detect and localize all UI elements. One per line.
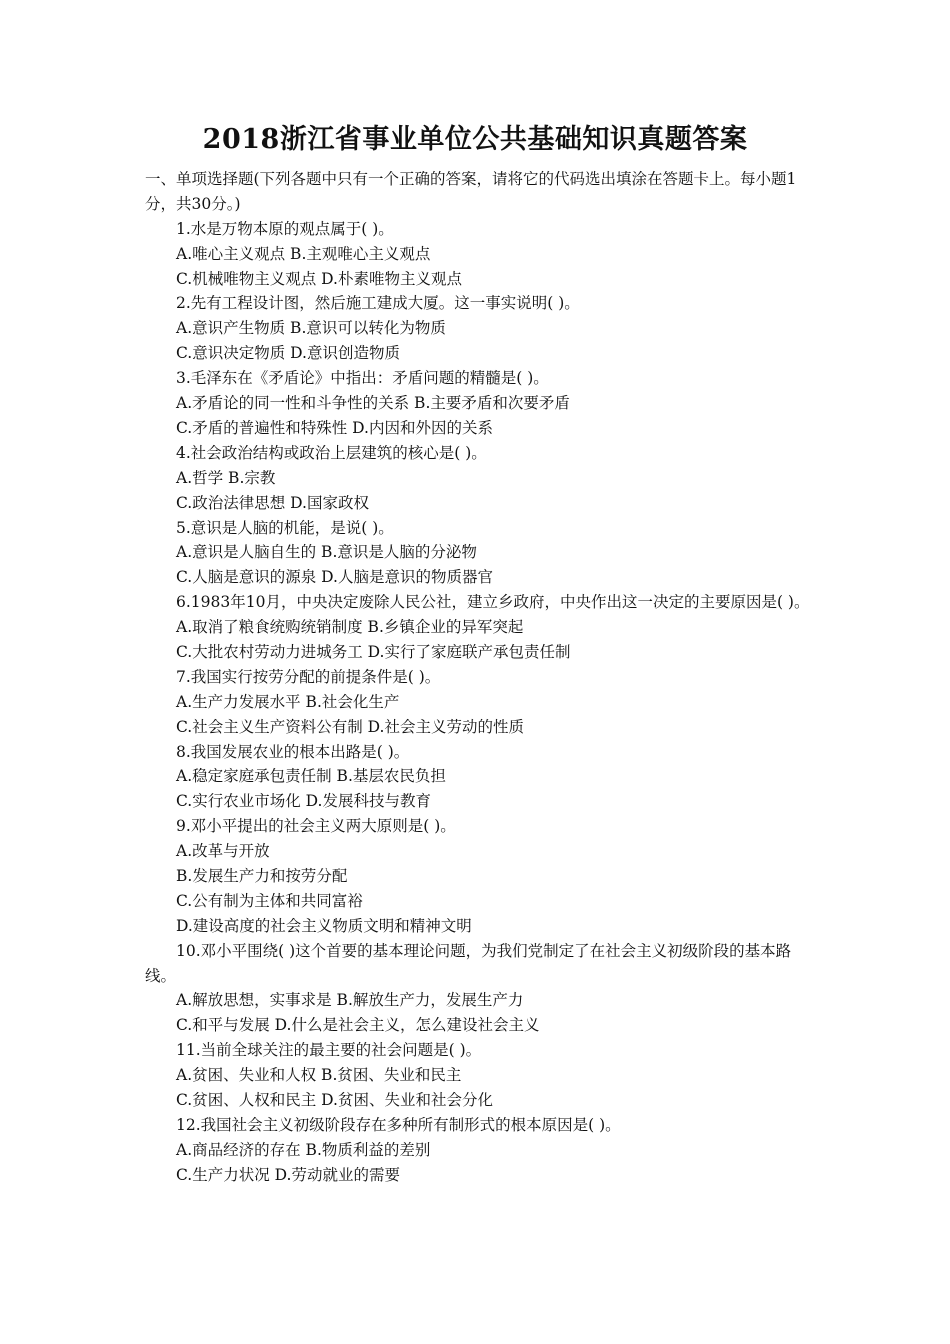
question-2-options-cd: C.意识决定物质 D.意识创造物质 <box>176 344 400 363</box>
question-9: 9.邓小平提出的社会主义两大原则是( )。 <box>176 817 456 836</box>
question-6-options-ab: A.取消了粮食统购统销制度 B.乡镇企业的异军突起 <box>176 618 524 637</box>
question-7: 7.我国实行按劳分配的前提条件是( )。 <box>176 667 441 686</box>
question-8-options-ab: A.稳定家庭承包责任制 B.基层农民负担 <box>176 767 446 786</box>
question-11-options-cd: C.贫困、人权和民主 D.贫困、失业和社会分化 <box>176 1091 493 1110</box>
section-header: 一、单项选择题(下列各题中只有一个正确的答案，请将它的代码选出填涂在答题卡上。每小题1分，共30分。) <box>145 170 797 213</box>
question-10: 10.邓小平围绕( )这个首要的基本理论问题，为我们党制定了在社会主义初级阶段的基本路线。 <box>145 941 792 985</box>
question-9-option-b: B.发展生产力和按劳分配 <box>176 866 348 885</box>
question-4-options-cd: C.政治法律思想 D.国家政权 <box>176 493 369 512</box>
document-title: 2018浙江省事业单位公共基础知识真题答案 <box>202 124 748 155</box>
question-5: 5.意识是人脑的机能，是说( )。 <box>176 518 394 537</box>
question-1-options-cd: C.机械唯物主义观点 D.朴素唯物主义观点 <box>176 269 462 288</box>
question-2: 2.先有工程设计图，然后施工建成大厦。这一事实说明( )。 <box>176 294 580 313</box>
question-10-options-cd: C.和平与发展 D.什么是社会主义，怎么建设社会主义 <box>176 1016 540 1035</box>
question-3: 3.毛泽东在《矛盾论》中指出：矛盾问题的精髓是( )。 <box>176 369 549 388</box>
question-8-options-cd: C.实行农业市场化 D.发展科技与教育 <box>176 792 431 811</box>
question-3-options-ab: A.矛盾论的同一性和斗争性的关系 B.主要矛盾和次要矛盾 <box>176 394 570 413</box>
question-7-options-cd: C.社会主义生产资料公有制 D.社会主义劳动的性质 <box>176 717 524 736</box>
question-3-options-cd: C.矛盾的普遍性和特殊性 D.内因和外因的关系 <box>176 418 493 437</box>
question-9-option-a: A.改革与开放 <box>176 842 270 861</box>
question-8: 8.我国发展农业的根本出路是( )。 <box>176 742 410 761</box>
question-11: 11.当前全球关注的最主要的社会问题是( )。 <box>176 1041 482 1060</box>
question-12: 12.我国社会主义初级阶段存在多种所有制形式的根本原因是( )。 <box>176 1115 621 1134</box>
question-12-options-ab: A.商品经济的存在 B.物质利益的差别 <box>176 1140 431 1159</box>
question-2-options-ab: A.意识产生物质 B.意识可以转化为物质 <box>176 319 446 338</box>
question-5-options-ab: A.意识是人脑自生的 B.意识是人脑的分泌物 <box>176 543 477 562</box>
question-9-option-d: D.建设高度的社会主义物质文明和精神文明 <box>176 916 472 935</box>
question-6-options-cd: C.大批农村劳动力进城务工 D.实行了家庭联产承包责任制 <box>176 642 571 661</box>
question-4-options-ab: A.哲学 B.宗教 <box>176 468 276 487</box>
question-10-options-ab: A.解放思想，实事求是 B.解放生产力，发展生产力 <box>176 991 524 1010</box>
question-7-options-ab: A.生产力发展水平 B.社会化生产 <box>176 692 400 711</box>
question-6: 6.1983年10月，中央决定废除人民公社，建立乡政府，中央作出这一决定的主要原因是( )。 <box>176 593 810 612</box>
question-11-options-ab: A.贫困、失业和人权 B.贫困、失业和民主 <box>176 1066 462 1085</box>
question-4: 4.社会政治结构或政治上层建筑的核心是( )。 <box>176 443 487 462</box>
question-9-option-c: C.公有制为主体和共同富裕 <box>176 891 363 910</box>
question-12-options-cd: C.生产力状况 D.劳动就业的需要 <box>176 1165 400 1184</box>
question-5-options-cd: C.人脑是意识的源泉 D.人脑是意识的物质器官 <box>176 568 493 587</box>
question-1: 1.水是万物本原的观点属于( )。 <box>176 219 394 238</box>
question-1-options-ab: A.唯心主义观点 B.主观唯心主义观点 <box>176 244 431 263</box>
document-body <box>145 167 810 1188</box>
